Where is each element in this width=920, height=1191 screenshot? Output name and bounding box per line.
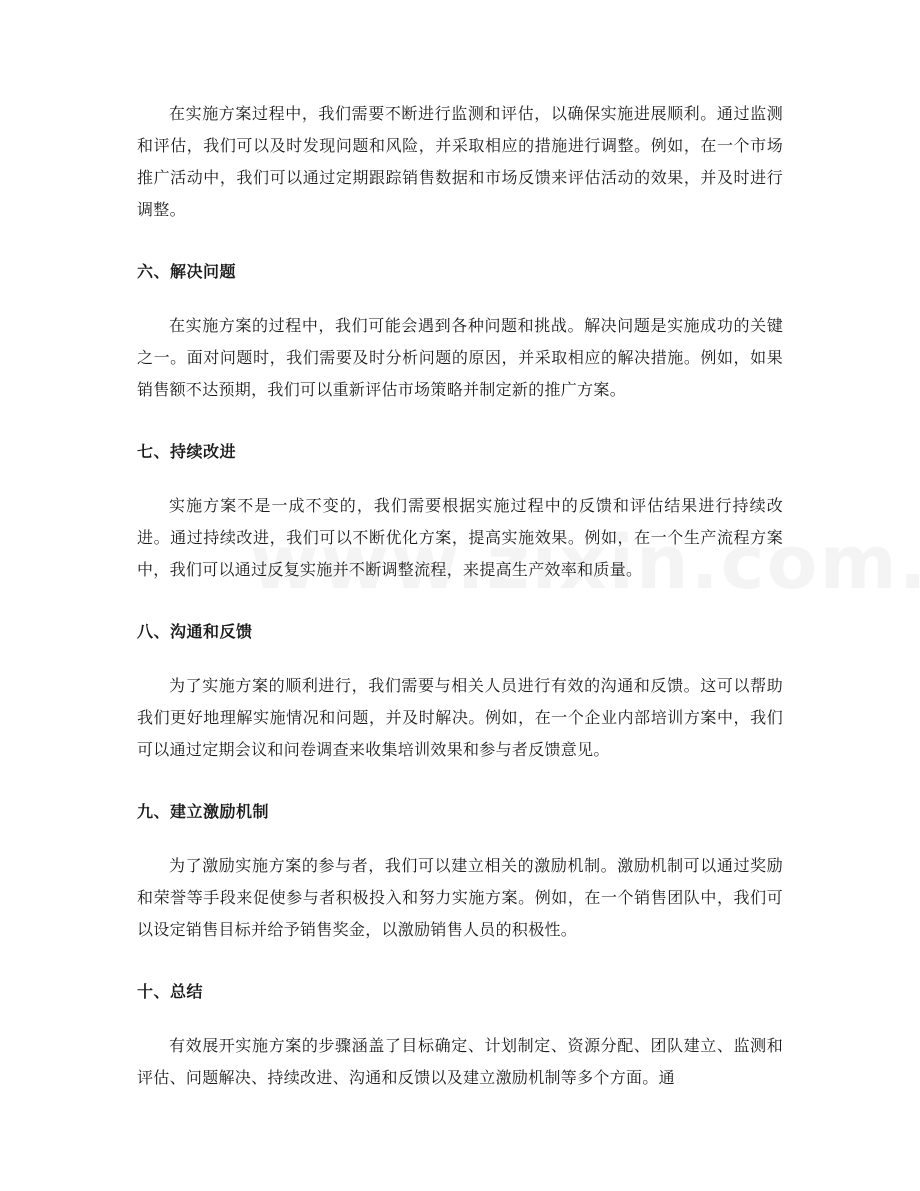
document-body [137, 98, 783, 1094]
heading-solve-problems: 六、解决问题 [137, 262, 237, 281]
heading-summary: 十、总结 [137, 982, 204, 1001]
paragraph-communication-feedback: 为了实施方案的顺利进行，我们需要与相关人员进行有效的沟通和反馈。这可以帮助我们更好地理解实施情况和问题，并及时解决。例如，在一个企业内部培训方案中，我们可以通过定期会议和问卷调查来收集培训效果和参与者反馈意见。 [137, 676, 783, 759]
heading-continuous-improvement: 七、持续改进 [137, 442, 237, 461]
paragraph-solve-problems: 在实施方案的过程中，我们可能会遇到各种问题和挑战。解决问题是实施成功的关键之一。面对问题时，我们需要及时分析问题的原因，并采取相应的解决措施。例如，如果销售额不达预期，我们可以重新评估市场策略并制定新的推广方案。 [137, 316, 783, 399]
paragraph-continuous-improvement: 实施方案不是一成不变的，我们需要根据实施过程中的反馈和评估结果进行持续改进。通过持续改进，我们可以不断优化方案，提高实施效果。例如，在一个生产流程方案中，我们可以通过反复实施并不断调整流程，来提高生产效率和质量。 [137, 496, 783, 579]
heading-communication-feedback: 八、沟通和反馈 [137, 622, 253, 641]
paragraph-summary: 有效展开实施方案的步骤涵盖了目标确定、计划制定、资源分配、团队建立、监测和评估、问题解决、持续改进、沟通和反馈以及建立激励机制等多个方面。通 [137, 1036, 783, 1087]
paragraph-monitoring: 在实施方案过程中，我们需要不断进行监测和评估，以确保实施进展顺利。通过监测和评估，我们可以及时发现问题和风险，并采取相应的措施进行调整。例如，在一个市场推广活动中，我们可以通过定期跟踪销售数据和市场反馈来评估活动的效果，并及时进行调整。 [137, 104, 783, 219]
paragraph-incentive-mechanism: 为了激励实施方案的参与者，我们可以建立相关的激励机制。激励机制可以通过奖励和荣誉等手段来促使参与者积极投入和努力实施方案。例如，在一个销售团队中，我们可以设定销售目标并给予销售奖金，以激励销售人员的积极性。 [137, 856, 783, 939]
heading-incentive-mechanism: 九、建立激励机制 [137, 802, 270, 821]
